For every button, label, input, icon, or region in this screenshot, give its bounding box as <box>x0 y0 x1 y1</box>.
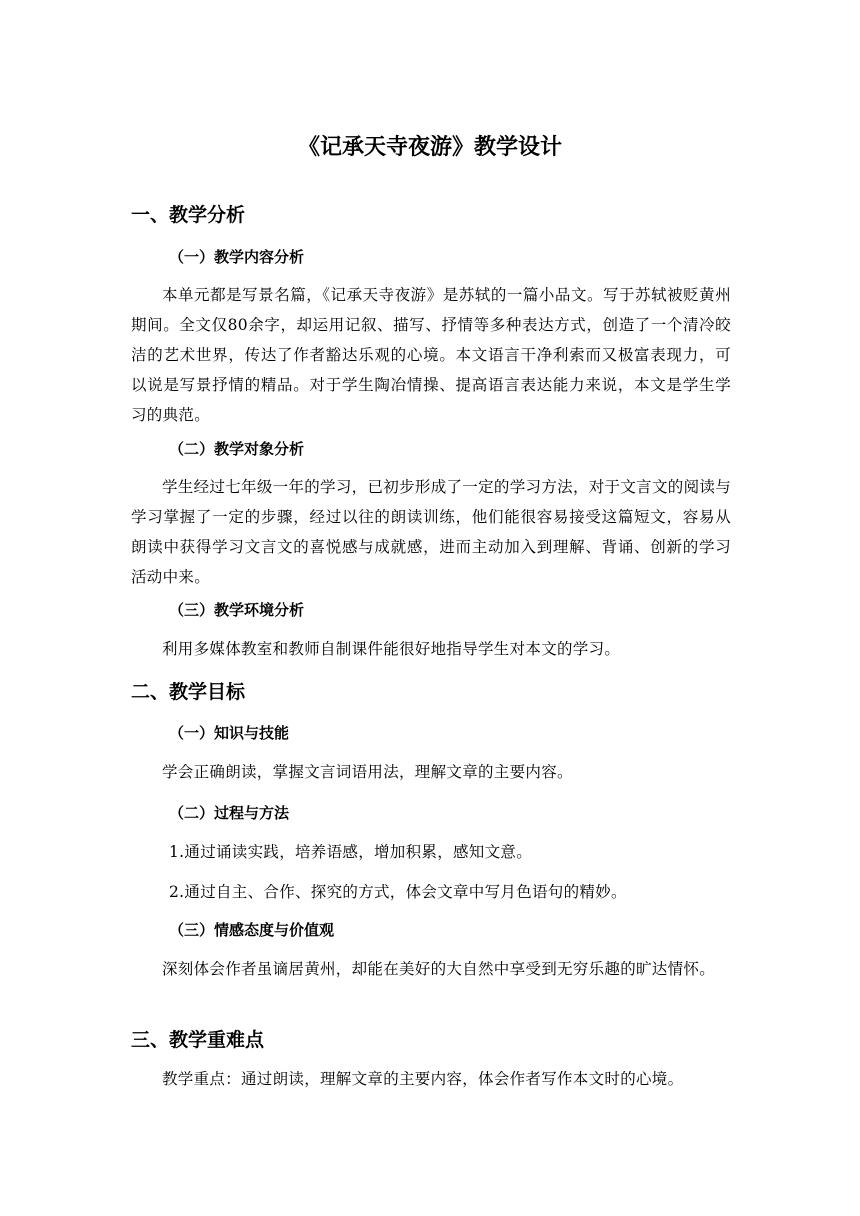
paragraph-knowledge-skills: 学会正确朗读，掌握文言词语用法，理解文章的主要内容。 <box>162 763 573 781</box>
list-item: 1.通过诵读实践，培养语感，增加积累，感知文意。 <box>169 843 532 861</box>
section-heading-teaching-analysis: 一、教学分析 <box>131 204 246 226</box>
paragraph-content-analysis: 本单元都是写景名篇，《记承天寺夜游》是苏轼的一篇小品文。写于苏轼被贬黄州期间。全文仅80余字，却运用记叙、描写、抒情等多种表达方式，创造了一个清冷皎洁的艺术世界，传达了作者豁达乐观的心境。本文语言干净利索而又极富表现力，可以说是写景抒情的精品。对于学生陶冶情操、提高语言表达能力来说，本文是学生学习的典范。 <box>131 286 731 424</box>
subsection-heading-attitude-values: （三）情感态度与价值观 <box>169 921 335 939</box>
subsection-heading-knowledge-skills: （一）知识与技能 <box>169 724 290 742</box>
paragraph-key-difficulties: 教学重点：通过朗读，理解文章的主要内容，体会作者写作本文时的心境。 <box>162 1070 684 1088</box>
document-title: 《记承天寺夜游》教学设计 <box>297 135 562 160</box>
section-heading-teaching-objectives: 二、教学目标 <box>131 681 246 703</box>
paragraph-student-analysis: 学生经过七年级一年的学习，已初步形成了一定的学习方法，对于文言文的阅读与学习掌握了一定的步骤，经过以往的朗读训练，他们能很容易接受这篇短文，容易从朗读中获得学习文言文的喜悦感与成就感，进而主动加入到理解、背诵、创新的学习活动中来。 <box>131 478 731 586</box>
section-heading-key-difficulties: 三、教学重难点 <box>131 1029 265 1051</box>
subsection-heading-process-methods: （二）过程与方法 <box>169 804 290 822</box>
list-item: 2.通过自主、合作、探究的方式，体会文章中写月色语句的精妙。 <box>169 883 627 901</box>
subsection-heading-environment-analysis: （三）教学环境分析 <box>169 601 305 619</box>
subsection-heading-content-analysis: （一）教学内容分析 <box>169 248 305 266</box>
subsection-heading-student-analysis: （二）教学对象分析 <box>169 440 305 458</box>
paragraph-attitude-values: 深刻体会作者虽谪居黄州，却能在美好的大自然中享受到无穷乐趣的旷达情怀。 <box>162 960 716 978</box>
paragraph-environment-analysis: 利用多媒体教室和教师自制课件能很好地指导学生对本文的学习。 <box>162 640 621 658</box>
